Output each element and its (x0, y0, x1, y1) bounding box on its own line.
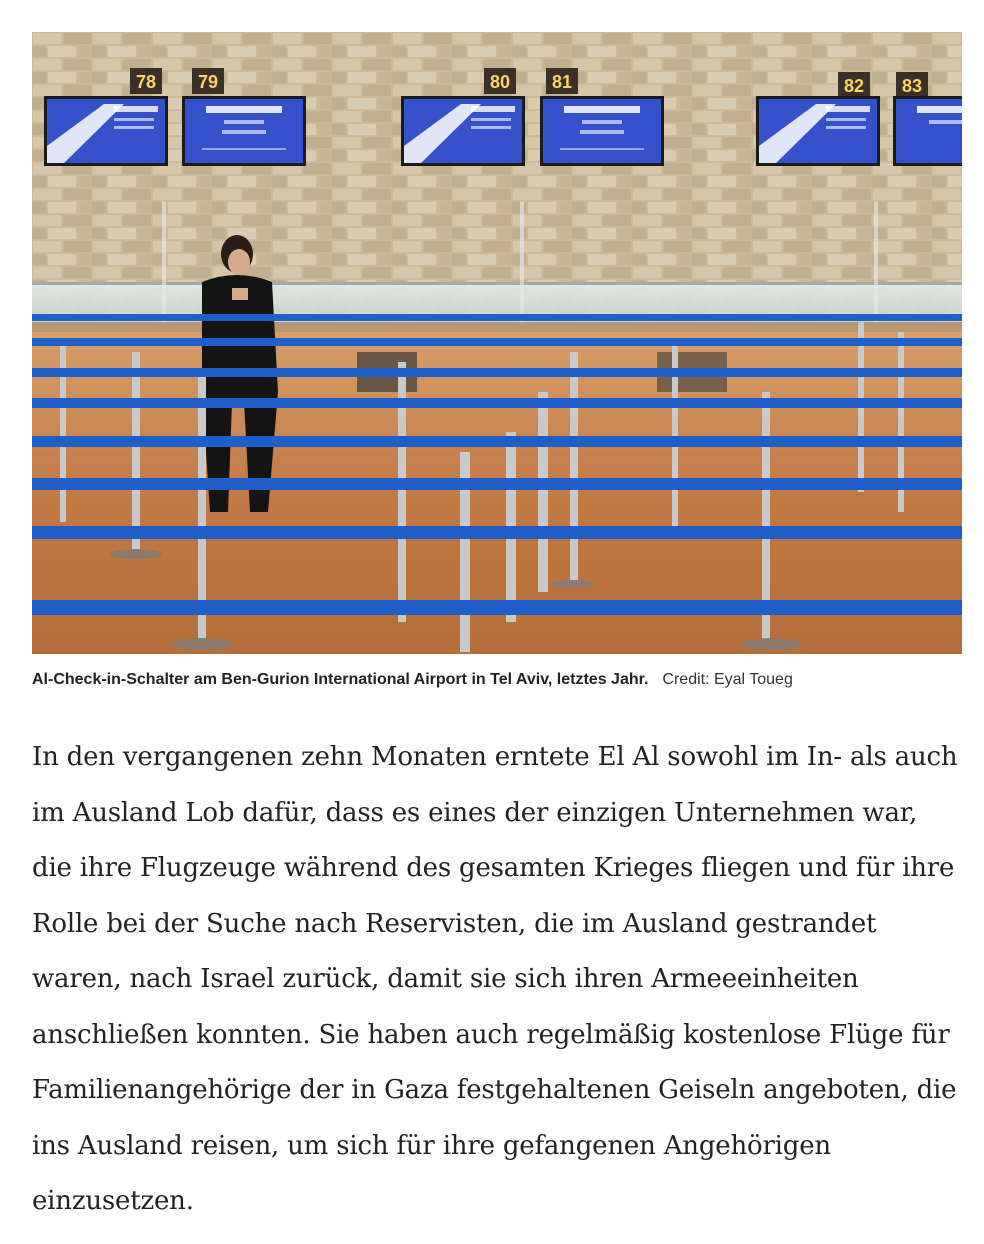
article-figure (32, 32, 962, 692)
counter-78: 78 (135, 72, 157, 92)
article-photo (32, 32, 962, 654)
counter-81: 81 (551, 72, 573, 92)
counter-83: 83 (901, 76, 923, 96)
caption-text: Al-Check-in-Schalter am Ben-Gurion International Airport in Tel Aviv, letztes Jahr. (32, 671, 649, 688)
counter-79: 79 (197, 72, 219, 92)
article-paragraph: In den vergangenen zehn Monaten erntete El Al sowohl im In- als auch im Ausland Lob dafür, dass es eines der einzigen Unternehmen war, die ihre Flugzeuge während des gesamten Krieges fliegen und für ihre Rolle bei der Suche nach Reservisten, die im Ausland gestrandet waren, nach Israel zurück, damit sie sich ihren Armeeeinheiten anschließen konnten. Sie haben auch regelmäßig kostenlose Flüge für Familienangehörige der in Gaza festgehaltenen Geiseln angeboten, die ins Ausland reisen, um sich für ihre gefangenen Angehörigen einzusetzen. (32, 742, 958, 1216)
counter-82: 82 (843, 76, 865, 96)
photo-credit: Credit: Eyal Toueg (662, 671, 793, 688)
figure-caption (32, 668, 962, 692)
airport-checkin-photo (32, 32, 962, 654)
counter-80: 80 (489, 72, 511, 92)
